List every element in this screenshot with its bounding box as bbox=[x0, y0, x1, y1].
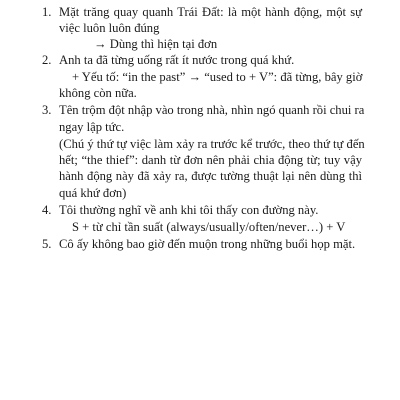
item-4-number: 4. bbox=[42, 203, 52, 217]
item-1-number: 1. bbox=[42, 5, 52, 19]
item-3-line-5: hành động này đã xảy ra, được tường thuật lại nên dùng thì bbox=[59, 169, 362, 183]
item-4-line-2: S + từ chỉ tần suất (always/usually/often/never…) + V bbox=[72, 220, 346, 234]
item-1-line-1: Mặt trăng quay quanh Trái Đất: là một hành động, một sự bbox=[59, 5, 362, 19]
item-2-line-3: không còn nữa. bbox=[59, 86, 137, 100]
item-2-line-2: + Yếu tố: “in the past” → “used to + V”: đã từng, bây giờ bbox=[72, 70, 363, 84]
item-4-line-1: Tôi thường nghĩ về anh khi tôi thấy con đường này. bbox=[59, 203, 319, 217]
item-3-line-3: (Chú ý thứ tự việc làm xảy ra trước kể trước, theo thứ tự đến bbox=[59, 137, 365, 151]
item-1-line-3: → Dùng thì hiện tại đơn bbox=[94, 37, 218, 51]
item-2-number: 2. bbox=[42, 53, 52, 67]
item-3-line-6: quá khứ đơn) bbox=[59, 186, 127, 200]
item-3-line-1: Tên trộm đột nhập vào trong nhà, nhìn ngó quanh rồi chui ra bbox=[59, 103, 365, 117]
item-2-line-1: Anh ta đã từng uống rất ít nước trong quá khứ. bbox=[59, 53, 295, 67]
item-3-line-2: ngay lập tức. bbox=[59, 120, 125, 134]
item-5-line-1: Cô ấy không bao giờ đến muộn trong những buổi họp mặt. bbox=[59, 237, 356, 251]
item-3-number: 3. bbox=[42, 103, 52, 117]
item-3-line-4: hết; “the thief”: danh từ đơn nên phải chia động từ; tuy vậy bbox=[59, 153, 362, 167]
item-1-line-2: việc luôn luôn đúng bbox=[59, 21, 160, 35]
item-5-number: 5. bbox=[42, 237, 52, 251]
